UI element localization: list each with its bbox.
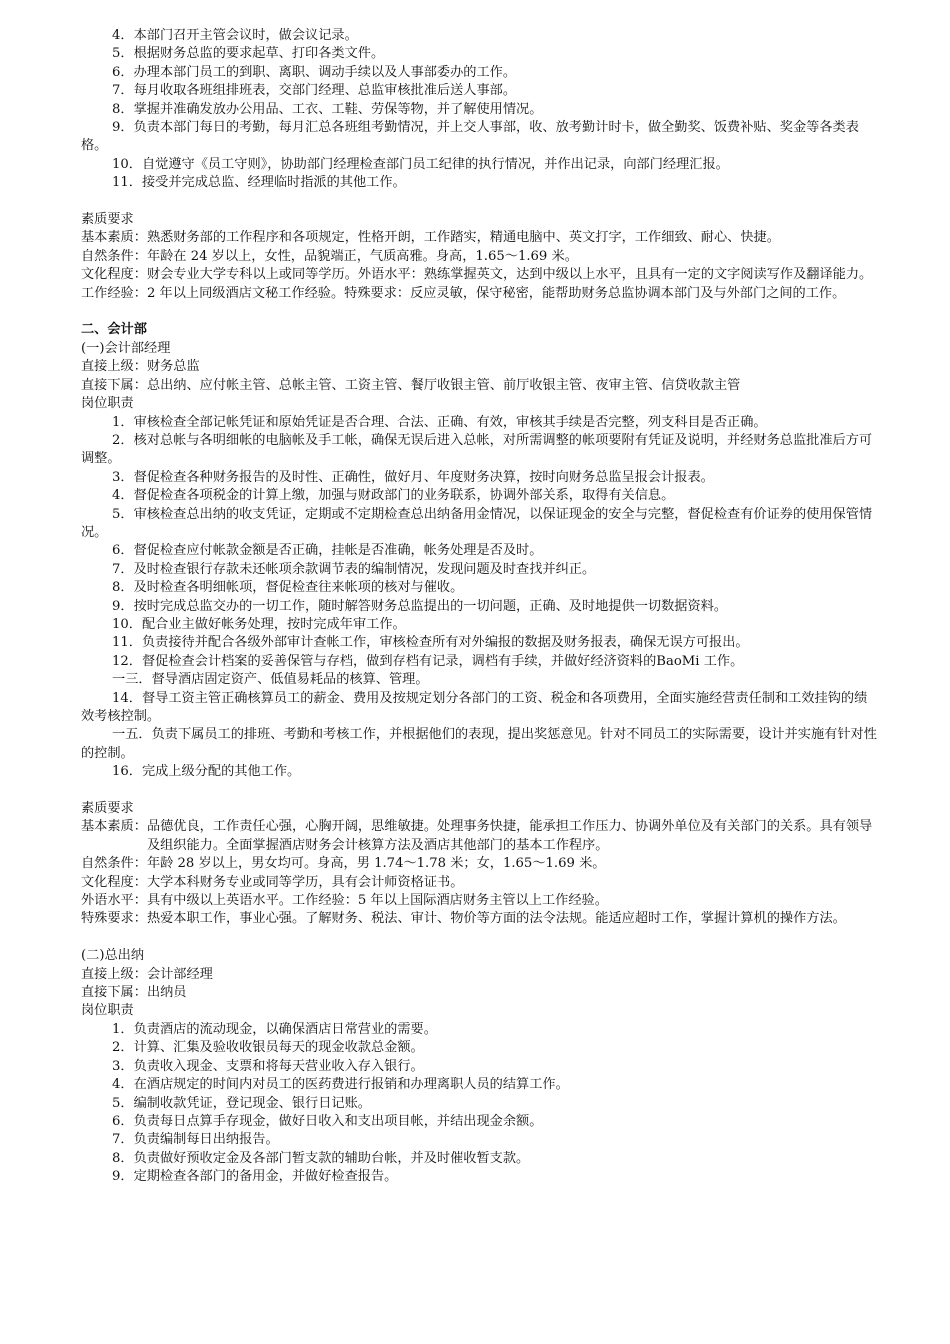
subordinates-label: 直接下属： <box>81 377 147 393</box>
duty-item: 4．本部门召开主管会议时，做会议记录。 <box>112 28 358 43</box>
duty-item: 7．负责编制每日出纳报告。 <box>112 1132 279 1148</box>
duty-item: 11．接受并完成总监、经理临时指派的其他工作。 <box>112 175 406 191</box>
requirement-row <box>81 266 880 284</box>
duty-item: 10．自觉遵守《员工守则》，协助部门经理检查部门员工纪律的执行情况，并作出记录，向部门经理汇报。 <box>112 156 729 172</box>
subsection-heading: (一)会计部经理 <box>81 340 171 356</box>
requirement-label: 自然条件： <box>81 248 147 264</box>
section-heading: 二、会计部 <box>81 322 147 338</box>
subordinates-row <box>81 377 880 395</box>
duties-title: 岗位职责 <box>81 396 134 412</box>
requirement-label: 工作经验： <box>81 285 147 301</box>
requirement-row <box>81 892 880 910</box>
requirement-value: 熟悉财务部的工作程序和各项规定，性格开朗，工作踏实，精通电脑中、英文打字，工作细致、耐心、快捷。 <box>146 230 780 246</box>
duty-item: 9．负责本部门每日的考勤，每月汇总各班组考勤情况，并上交人事部，收、放考勤计时卡，做全勤奖、饭费补贴、奖金等各类表格。 <box>81 120 859 154</box>
duty-item: 8．负责做好预收定金及各部门暂支款的辅助台帐，并及时催收暂支款。 <box>112 1150 530 1166</box>
requirement-label: 文化程度： <box>81 874 147 890</box>
duty-item: 2．计算、汇集及验收收银员每天的现金收款总金额。 <box>112 1040 424 1056</box>
requirement-value: 年龄在 24 岁以上，女性，品貌端正，气质高雅。身高，1.65～1.69 米。 <box>146 248 578 264</box>
superior-row <box>81 966 880 984</box>
superior-value: 财务总监 <box>146 359 200 375</box>
requirement-label: 自然条件： <box>81 856 147 872</box>
requirement-row <box>81 855 880 873</box>
requirement-value: 具有中级以上英语水平。工作经验：5 年以上国际酒店财务主管以上工作经验。 <box>146 893 608 909</box>
duty-item: 6．办理本部门员工的到职、离职、调动手续以及人事部委办的工作。 <box>112 64 517 80</box>
requirements-title: 素质要求 <box>81 212 134 228</box>
subordinates-label: 直接下属： <box>81 985 147 1001</box>
duty-item: 5．审核检查总出纳的收支凭证，定期或不定期检查总出纳备用金情况，以保证现金的安全与完整，督促检查有价证券的使用保管情况。 <box>81 506 873 540</box>
duty-item: 7．及时检查银行存款未还帐项余款调节表的编制情况，发现问题及时查找并纠正。 <box>112 561 596 577</box>
subordinates-row <box>81 984 880 1002</box>
duties-list-manager <box>81 414 880 782</box>
requirement-row <box>81 285 880 303</box>
requirement-value: 品德优良，工作责任心强，心胸开阔，思维敏捷。处理事务快捷，能承担工作压力、协调外单位及有关部门的关系。具有领导及组织能力。全面掌握酒店财务会计核算方法及酒店其他部门的基本工作程序。 <box>146 819 873 853</box>
spacer <box>81 929 880 947</box>
duties-list-cashier <box>81 1021 880 1187</box>
subordinates-value: 总出纳、应付帐主管、总帐主管、工资主管、餐厅收银主管、前厅收银主管、夜审主管、信贷收款主管 <box>146 377 741 393</box>
requirement-label: 外语水平： <box>81 893 147 909</box>
duty-item: 5．根据财务总监的要求起草、打印各类文件。 <box>112 46 385 62</box>
duty-item: 4．在酒店规定的时间内对员工的医药费进行报销和办理离职人员的结算工作。 <box>112 1077 569 1093</box>
duty-item: 1．审核检查全部记帐凭证和原始凭证是否合理、合法、正确、有效，审核其手续是否完整，列支科目是否正确。 <box>112 414 767 430</box>
duties-list-secretary <box>81 27 880 193</box>
duty-item: 11．负责接待并配合各级外部审计查帐工作，审核检查所有对外编报的数据及财务报表，确保无误方可报出。 <box>112 635 749 651</box>
requirement-value: 年龄 28 岁以上，男女均可。身高，男 1.74～1.78 米；女，1.65～1.69 米。 <box>146 856 606 872</box>
duty-item: 一五．负责下属员工的排班、考勤和考核工作，并根据他们的表现，提出奖惩意见。针对不同员工的实际需要，设计并实施有针对性的控制。 <box>81 727 877 761</box>
duty-item: 10．配合业主做好帐务处理，按时完成年审工作。 <box>112 616 406 632</box>
requirements-secretary <box>81 211 880 303</box>
section-chief-cashier <box>81 947 880 1186</box>
duties-title: 岗位职责 <box>81 1003 134 1019</box>
duty-item: 5．编制收款凭证，登记现金、银行日记账。 <box>112 1095 371 1111</box>
spacer <box>81 193 880 211</box>
duty-item: 7．每月收取各班组排班表，交部门经理、总监审核批准后送人事部。 <box>112 83 517 99</box>
requirement-label: 特殊要求： <box>81 911 147 927</box>
duty-item: 1．负责酒店的流动现金，以确保酒店日常营业的需要。 <box>112 1021 437 1037</box>
requirements-manager <box>81 800 880 929</box>
requirements-title: 素质要求 <box>81 801 134 817</box>
superior-value: 会计部经理 <box>146 966 213 982</box>
duty-item: 一三．督导酒店固定资产、低值易耗品的核算、管理。 <box>112 672 429 688</box>
requirement-row <box>81 229 880 247</box>
duty-item: 8．掌握并准确发放办公用品、工衣、工鞋、劳保等物，并了解使用情况。 <box>112 101 543 117</box>
duty-item: 9．定期检查各部门的备用金，并做好检查报告。 <box>112 1169 398 1185</box>
requirement-label: 基本素质： <box>81 819 147 835</box>
superior-label: 直接上级： <box>81 359 147 375</box>
duty-item: 16．完成上级分配的其他工作。 <box>112 764 301 780</box>
duty-item: 8．及时检查各明细帐项，督促检查往来帐项的核对与催收。 <box>112 580 464 596</box>
spacer <box>81 303 880 321</box>
requirement-label: 文化程度： <box>81 267 147 283</box>
duty-item: 14．督导工资主管正确核算员工的薪金、费用及按规定划分各部门的工资、税金和各项费用，全面实施经营责任制和工效挂钩的绩效考核控制。 <box>81 690 868 724</box>
requirement-row <box>81 874 880 892</box>
requirement-label: 基本素质： <box>81 230 147 246</box>
requirement-row <box>81 910 880 928</box>
superior-row <box>81 358 880 376</box>
duty-item: 6．负责每日点算手存现金，做好日收入和支出项目帐，并结出现金余额。 <box>112 1113 543 1129</box>
requirement-value: 2 年以上同级酒店文秘工作经验。特殊要求：反应灵敏，保守秘密，能帮助财务总监协调本部门及与外部门之间的工作。 <box>146 285 846 301</box>
superior-label: 直接上级： <box>81 966 147 982</box>
subordinates-value: 出纳员 <box>146 985 187 1001</box>
duty-item: 12．督促检查会计档案的妥善保管与存档，做到存档有记录，调档有手续，并做好经济资料的BaoMi 工作。 <box>112 653 744 669</box>
requirement-row <box>81 248 880 266</box>
duty-item: 9．按时完成总监交办的一切工作，随时解答财务总监提出的一切问题，正确、及时地提供一切数据资料。 <box>112 598 728 614</box>
requirement-value: 大学本科财务专业或同等学历，具有会计师资格证书。 <box>146 874 464 890</box>
subsection-heading: (二)总出纳 <box>81 948 145 964</box>
requirement-row <box>81 818 880 855</box>
duty-item: 4．督促检查各项税金的计算上缴，加强与财政部门的业务联系，协调外部关系，取得有关信息。 <box>112 488 675 504</box>
duty-item: 6．督促检查应付帐款金额是否正确，挂帐是否准确，帐务处理是否及时。 <box>112 543 543 559</box>
duty-item: 3．督促检查各种财务报告的及时性、正确性，做好月、年度财务决算，按时向财务总监呈报会计报表。 <box>112 469 714 485</box>
section-accounting <box>81 321 880 781</box>
duty-item: 2．核对总帐与各明细帐的电脑帐及手工帐，确保无误后进入总帐，对所需调整的帐项要附有凭证及说明，并经财务总监批准后方可调整。 <box>81 432 873 467</box>
spacer <box>81 782 880 800</box>
requirement-value: 财会专业大学专科以上或同等学历。外语水平：熟练掌握英文，达到中级以上水平，且具有一定的文字阅读写作及翻译能力。 <box>146 267 873 283</box>
duty-item: 3．负责收入现金、支票和将每天营业收入存入银行。 <box>112 1058 424 1074</box>
requirement-value: 热爱本职工作，事业心强。了解财务、税法、审计、物价等方面的法令法规。能适应超时工作，掌握计算机的操作方法。 <box>146 911 846 927</box>
